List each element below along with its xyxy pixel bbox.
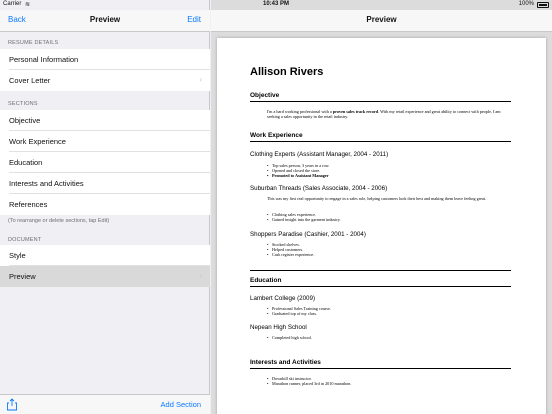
school-bullets xyxy=(272,335,312,340)
objective-text-post: . With my retail experience and great ability to connect with people, I am seeking a sales opportunity in the retail industry. xyxy=(267,109,501,120)
detail-nav-bar xyxy=(211,10,552,32)
status-bar xyxy=(0,0,552,10)
list-item: • Stocked shelves. xyxy=(272,242,314,247)
cell-label: Education xyxy=(9,158,43,167)
job-title: Suburban Threads (Sales Associate, 2004 - 2006) xyxy=(250,185,388,192)
sidebar-title: Preview xyxy=(89,15,121,24)
sections-footnote: (To rearrange or delete sections, tap Edit) xyxy=(8,218,110,224)
cell-label: Work Experience xyxy=(9,137,66,146)
school-title: Lambert College (2009) xyxy=(250,295,316,302)
list-item: • Promoted to Assistant Manager xyxy=(272,173,329,178)
cell-label: References xyxy=(9,200,48,209)
cell-work-experience[interactable] xyxy=(0,131,210,152)
list-item: • Graduated top of my class. xyxy=(272,311,331,316)
education-heading: Education xyxy=(250,277,511,287)
detail-title: Preview xyxy=(366,15,397,24)
job-bullets xyxy=(272,242,314,257)
cell-interests-and-activities[interactable] xyxy=(0,173,210,194)
battery-icon xyxy=(537,2,549,8)
interests-bullets xyxy=(272,376,351,386)
list-item: • Professional Sales Training course. xyxy=(272,306,331,311)
sidebar xyxy=(0,0,210,414)
edit-button[interactable]: Edit xyxy=(187,15,201,24)
cell-education[interactable] xyxy=(0,152,210,173)
battery-percent: 100% xyxy=(518,1,534,7)
interests-heading: Interests and Activities xyxy=(250,359,511,369)
resume-document[interactable] xyxy=(217,38,546,414)
cell-label: Personal Information xyxy=(9,55,79,64)
school-bullets xyxy=(272,306,331,316)
cell-label: Preview xyxy=(9,272,36,281)
school-title: Nepean High School xyxy=(250,324,307,331)
cell-objective[interactable] xyxy=(0,110,210,131)
list-item: • Helped customers. xyxy=(272,247,314,252)
sidebar-nav-bar xyxy=(0,10,210,32)
cell-personal-information[interactable] xyxy=(0,49,210,70)
job-bullets xyxy=(272,163,329,178)
cell-references[interactable] xyxy=(0,194,210,215)
cell-label: Cover Letter xyxy=(9,76,51,85)
job-description: This was my first real opportunity to engage in a sales role, helping customers look their best and making them leave feeling great. xyxy=(267,196,487,201)
objective-heading: Objective xyxy=(250,92,511,102)
section-header-resume-details: RESUME DETAILS xyxy=(8,40,59,46)
divider xyxy=(250,270,511,271)
cell-preview[interactable] xyxy=(0,266,210,287)
section-header-document: DOCUMENT xyxy=(8,237,42,243)
status-time: 10:43 PM xyxy=(262,1,289,7)
list-item: • Gained insight into the garment industry. xyxy=(272,217,341,222)
section-header-sections: SECTIONS xyxy=(8,101,38,107)
objective-text-bold: proven sales track record xyxy=(332,109,379,114)
detail-pane xyxy=(211,0,552,414)
list-item: • Completed high school. xyxy=(272,335,312,340)
resume-name: Allison Rivers xyxy=(250,66,324,78)
work-heading: Work Experience xyxy=(250,132,511,142)
cell-label: Objective xyxy=(9,116,41,125)
list-item: • Clothing sales experience. xyxy=(272,212,341,217)
carrier-label: Carrier xyxy=(3,1,22,7)
share-icon[interactable] xyxy=(6,398,18,411)
chevron-right-icon: › xyxy=(199,75,202,84)
objective-text-pre: I'm a hard working professional with a xyxy=(267,109,333,114)
job-bullets xyxy=(272,212,341,222)
cell-cover-letter[interactable] xyxy=(0,70,210,91)
add-section-button[interactable]: Add Section xyxy=(160,400,201,409)
cell-label: Style xyxy=(9,251,26,260)
job-title: Shoppers Paradise (Cashier, 2001 - 2004) xyxy=(250,231,366,238)
list-item: • Top sales person, 3 years in a row. xyxy=(272,163,329,168)
list-item: • Marathon runner, placed 3rd in 2010 marathon. xyxy=(272,381,351,386)
back-button[interactable]: Back xyxy=(8,15,26,24)
list-item: • Downhill ski instructor. xyxy=(272,376,351,381)
list-item: • Cash register experience. xyxy=(272,252,314,257)
chevron-right-icon: › xyxy=(199,271,202,280)
list-item: • Opened and closed the store. xyxy=(272,168,329,173)
objective-text xyxy=(267,109,507,120)
bottom-toolbar xyxy=(0,394,210,414)
wifi-icon: ≋ xyxy=(25,2,31,8)
cell-style[interactable] xyxy=(0,245,210,266)
job-title: Clothing Experts (Assistant Manager, 2004 - 2011) xyxy=(250,151,389,158)
cell-label: Interests and Activities xyxy=(9,179,84,188)
